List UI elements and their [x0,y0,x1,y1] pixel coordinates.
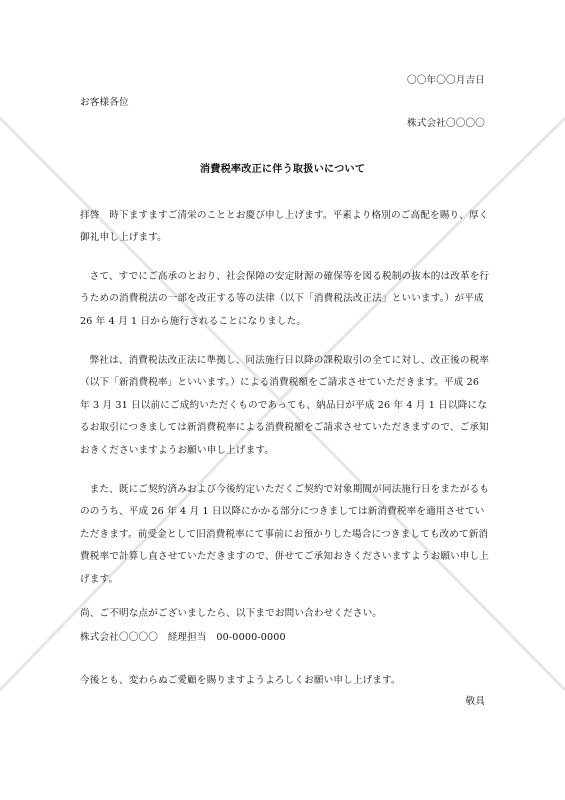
sender-company: 株式会社〇〇〇〇 [407,118,485,129]
contact-note: 尚、ご不明な点がございましたら、以下までお問い合わせください。 [80,608,383,619]
closing-note: 今後とも、変わらぬご愛顧を賜りますようよろしくお願い申し上げます。 [80,675,401,686]
greeting-paragraph: 拝啓 時下ますますご清栄のこととお慶び申し上げます。平素より格別のご高配を賜り、厚く御礼申し上げます。 [80,210,489,244]
contact-line: 株式会社〇〇〇〇 経理担当 00-0000-0000 [80,632,286,643]
closing-word: 敬具 [465,696,485,707]
recipient: お客様各位 [80,97,129,108]
contract-paragraph: また、既にご契約済みおよび今後約定いただくご契約で対象期間が同法施行日をまたがるもののうち、平成 26 年 4 月 1 日以降にかかる部分につきましては新消費税率を適用させていただきます。前受金として旧消費税率にて事前にお預かりした場合につきましても改めて新消費税率で計算し直させていただきますので、併せてご承知おきくださいますようお願い申し上げます。 [80,484,490,585]
background-paragraph: さて、すでにご高承のとおり、社会保障の安定財源の確保等を図る税制の抜本的は改革を行うための消費税法の一部を改正する等の法律（以下「消費税法改正法」といいます。）が平成 26 年 4 月 1 日から施行されることになりました。 [80,271,490,327]
letter-date: 〇〇年〇〇月吉日 [407,75,485,86]
policy-paragraph: 弊社は、消費税法改正法に準拠し、同法施行日以降の課税取引の全てに対し、改正後の税率（以下「新消費税率」といいます。）による消費税額をご請求させていただきます。平成 26 年 3 月 31 日以前にご成約いただくものであっても、納品日が平成 26 年 4 月 1 日以降になるお取引につきましては新消費税率による消費税額をご請求させていただきますので、ご承知おきくださいますようお願い申し上げます。 [80,355,490,456]
letter-title: 消費税率改正に伴う取扱いについて [199,163,366,175]
